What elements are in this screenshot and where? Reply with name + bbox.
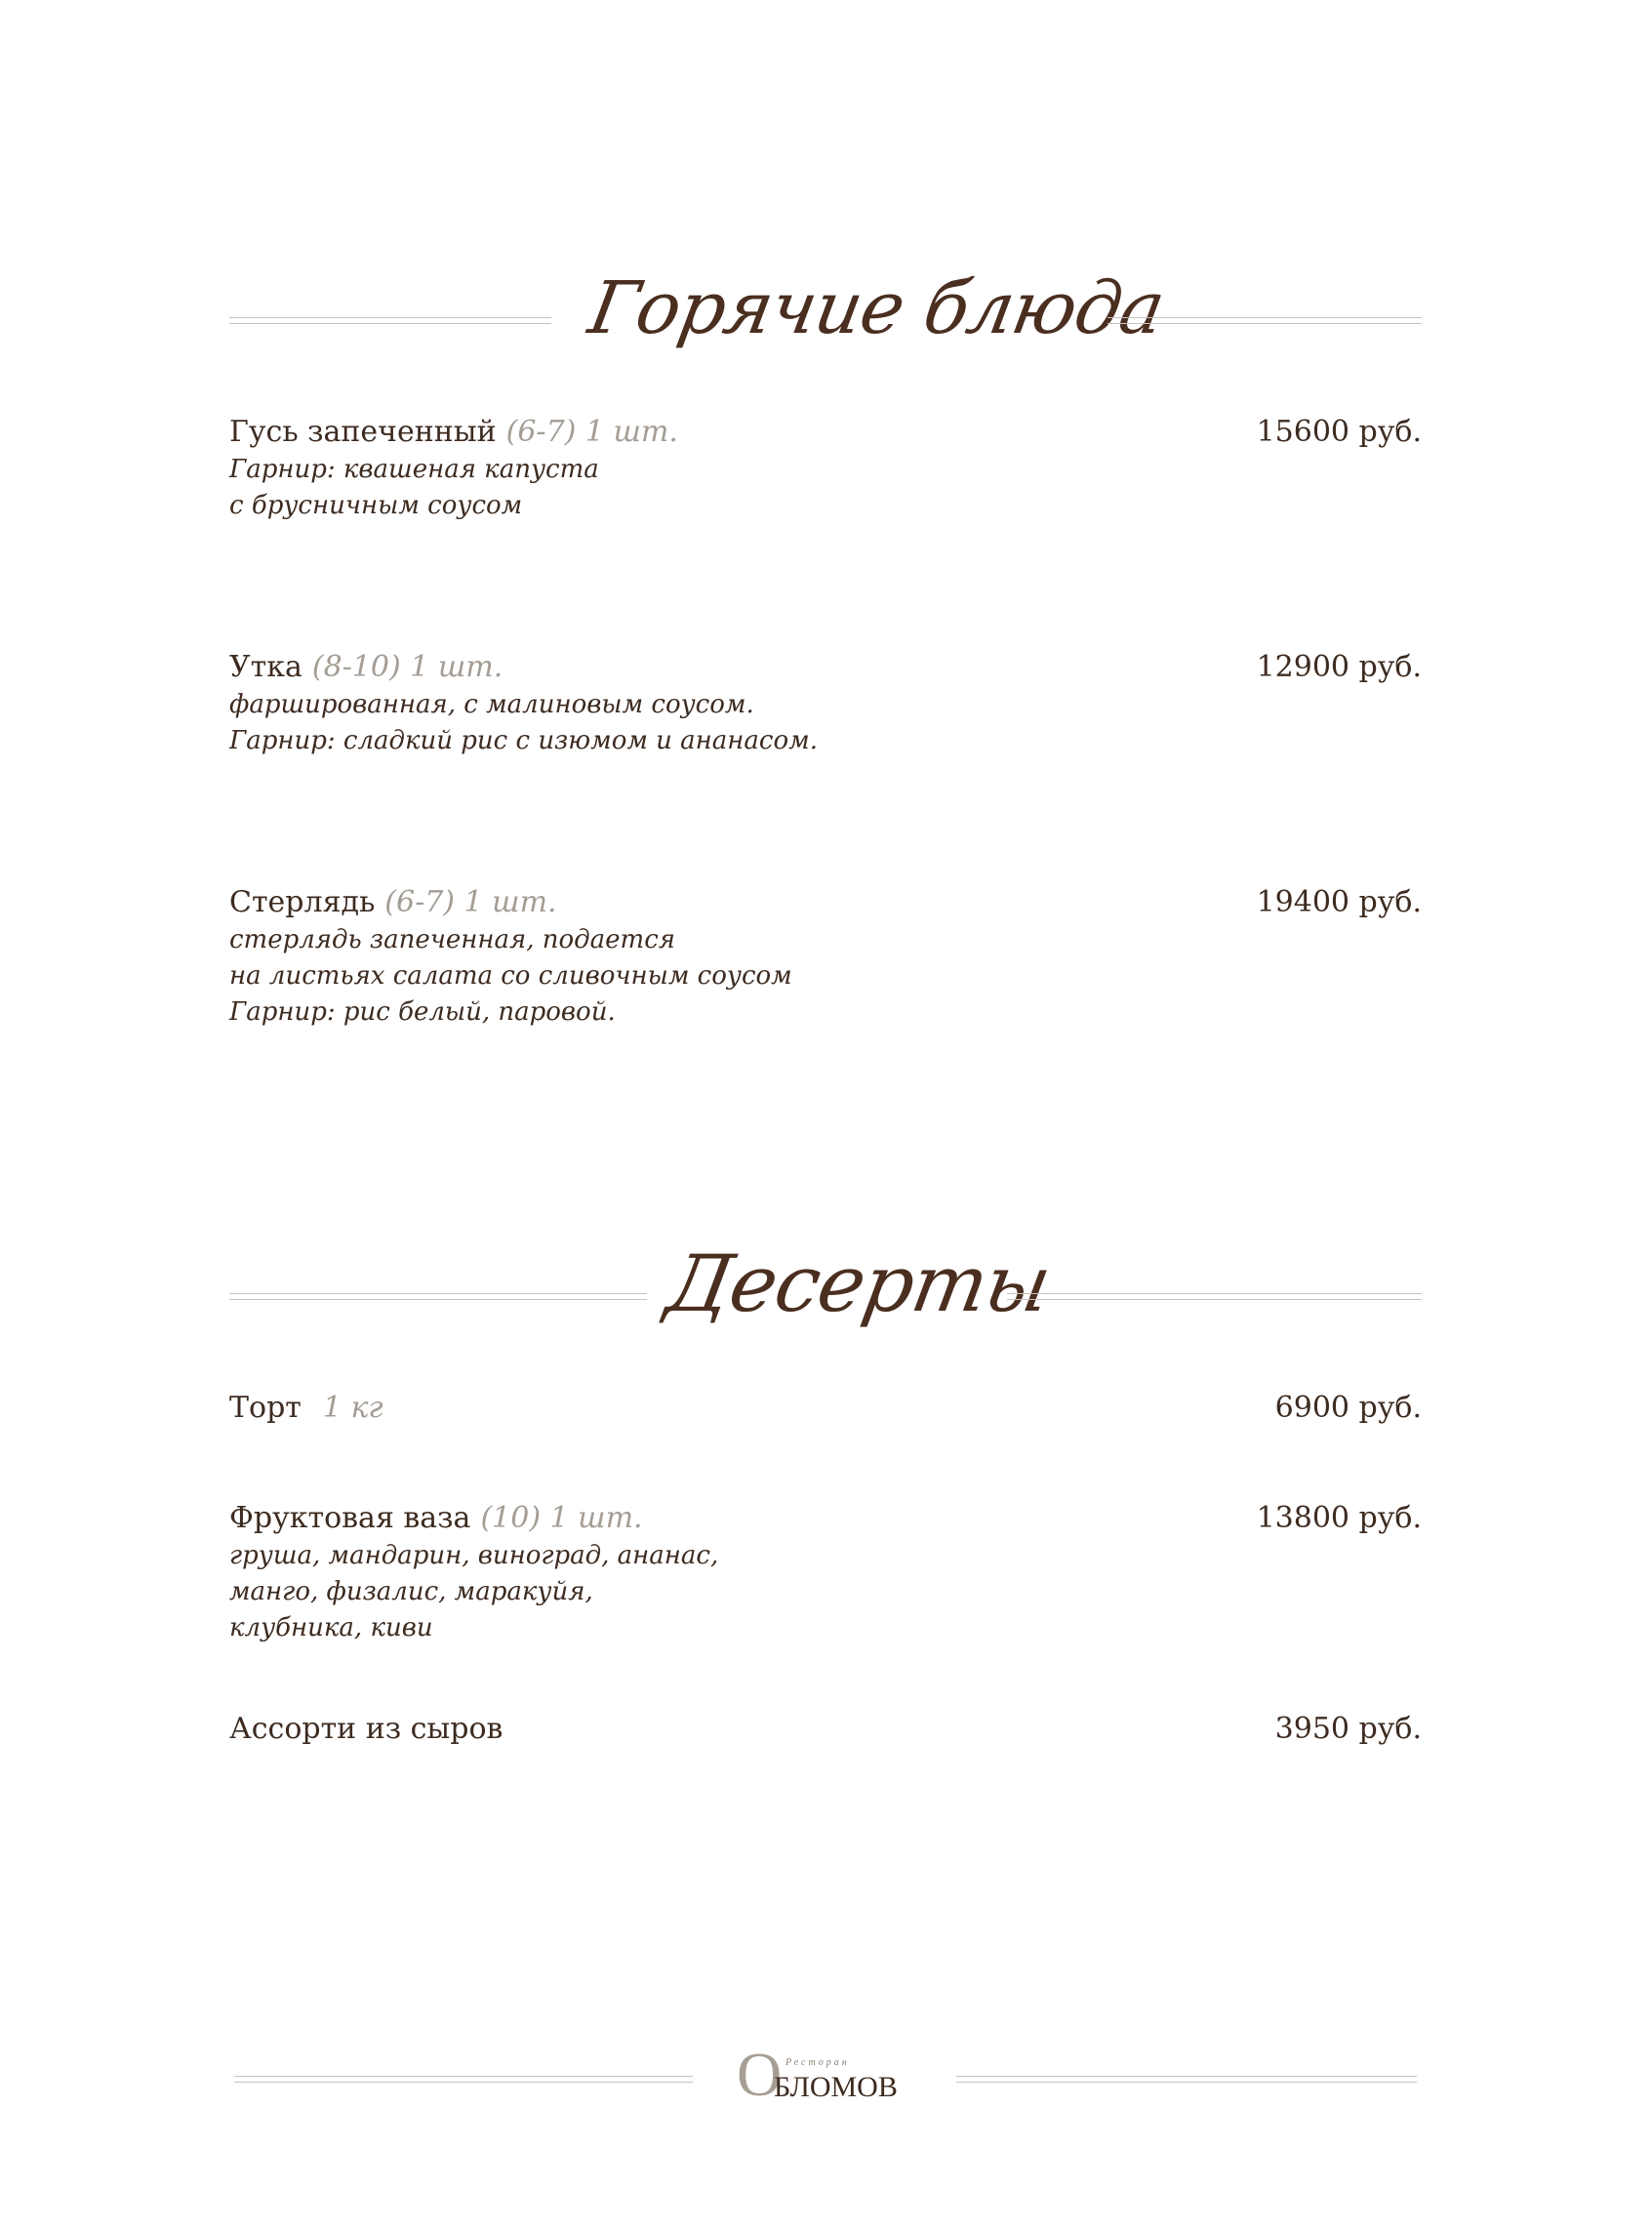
hot-dishes-header bbox=[229, 254, 1422, 371]
item-name: Торт bbox=[229, 1391, 302, 1425]
footer-rule-left bbox=[234, 2076, 693, 2083]
header-rule-left bbox=[229, 317, 551, 324]
item-price: 19400 руб. bbox=[1256, 885, 1422, 919]
menu-item-duck bbox=[229, 648, 1422, 759]
item-name: Гусь запеченный bbox=[229, 415, 497, 449]
item-line bbox=[229, 1389, 1422, 1428]
item-description-line: манго, физалис, маракуйя, bbox=[229, 1577, 593, 1606]
logo-subtitle: Ресторан bbox=[786, 2057, 850, 2068]
logo-letter: О bbox=[737, 2040, 783, 2109]
item-line bbox=[229, 413, 1422, 452]
menu-item-cheese-assortment bbox=[229, 1710, 1422, 1749]
header-rule-right bbox=[1007, 1293, 1422, 1300]
item-price: 12900 руб. bbox=[1256, 650, 1422, 684]
logo-wordmark: БЛОМОВ bbox=[774, 2071, 898, 2103]
item-description-line: Гарнир: сладкий рис с изюмом и ананасом. bbox=[229, 726, 818, 755]
header-rule-right bbox=[1108, 317, 1422, 324]
item-description-line: фаршированная, с малиновым соусом. bbox=[229, 690, 754, 719]
desserts-title: Десерты bbox=[660, 1238, 1058, 1329]
item-price: 6900 руб. bbox=[1274, 1391, 1422, 1425]
menu-item-fruit-vase bbox=[229, 1499, 1422, 1646]
item-name: Утка bbox=[229, 650, 302, 684]
item-line bbox=[229, 648, 1422, 687]
item-portion: (8-10) 1 шт. bbox=[311, 650, 504, 684]
footer bbox=[229, 2040, 1422, 2110]
footer-rule-right bbox=[956, 2076, 1417, 2083]
menu-item-goose bbox=[229, 413, 1422, 524]
item-price: 15600 руб. bbox=[1256, 415, 1422, 449]
item-line bbox=[229, 1499, 1422, 1538]
item-name: Стерлядь bbox=[229, 885, 376, 919]
restaurant-logo bbox=[737, 2040, 922, 2110]
item-description-line: стерлядь запеченная, подается bbox=[229, 925, 675, 954]
item-description-line: на листьях салата со сливочным соусом bbox=[229, 961, 792, 991]
desserts-header bbox=[229, 1230, 1422, 1347]
item-line bbox=[229, 1710, 1422, 1749]
hot-dishes-title: Горячие блюда bbox=[583, 266, 1170, 350]
item-description-line: с брусничным соусом bbox=[229, 491, 523, 520]
item-description-line: Гарнир: квашеная капуста bbox=[229, 455, 599, 484]
item-name: Фруктовая ваза bbox=[229, 1501, 471, 1535]
header-rule-left bbox=[229, 1293, 647, 1300]
item-price: 3950 руб. bbox=[1274, 1712, 1422, 1746]
item-portion: (6-7) 1 шт. bbox=[505, 415, 678, 449]
item-line bbox=[229, 883, 1422, 922]
menu-item-sterlet bbox=[229, 883, 1422, 1031]
item-price: 13800 руб. bbox=[1256, 1501, 1422, 1535]
item-description-line: Гарнир: рис белый, паровой. bbox=[229, 997, 616, 1027]
item-description-line: груша, мандарин, виноград, ананас, bbox=[229, 1541, 719, 1570]
item-portion: (10) 1 шт. bbox=[480, 1501, 643, 1535]
menu-item-cake bbox=[229, 1389, 1422, 1428]
item-portion: (6-7) 1 шт. bbox=[384, 885, 557, 919]
item-description-line: клубника, киви bbox=[229, 1613, 433, 1642]
item-portion: 1 кг bbox=[322, 1391, 383, 1425]
item-name: Ассорти из сыров bbox=[229, 1712, 504, 1746]
